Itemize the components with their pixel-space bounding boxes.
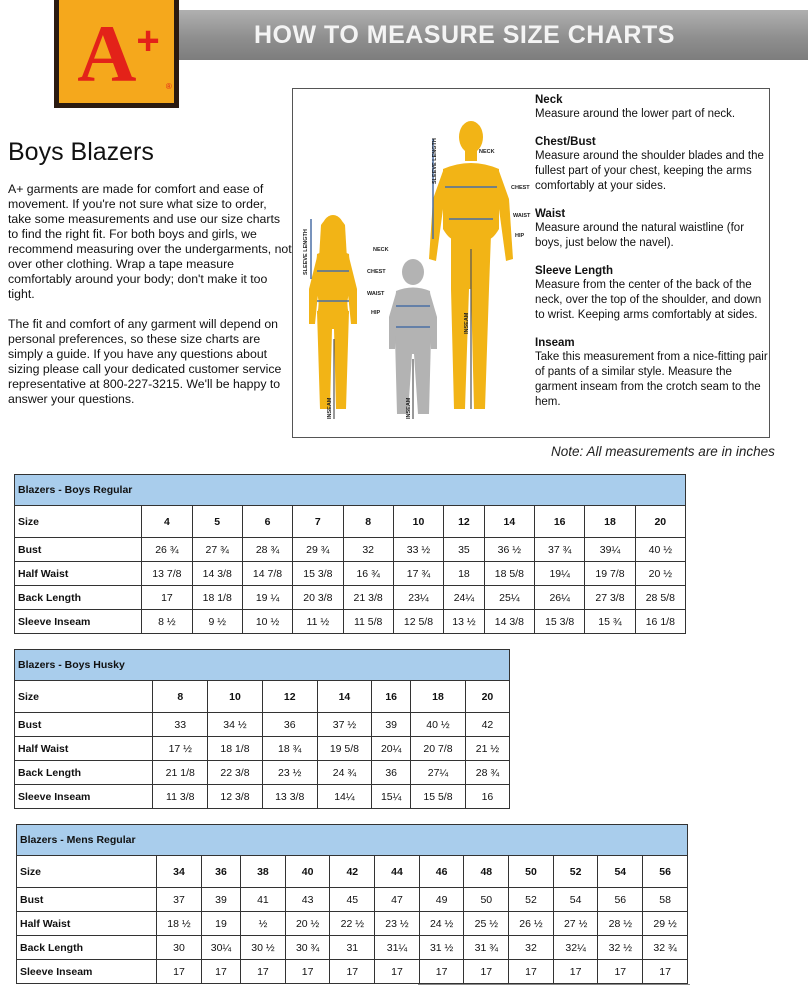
measure-desc: Measure around the lower part of neck. [535, 108, 736, 120]
table-cell: 17 [241, 960, 286, 984]
size-header-cell: 18 [411, 681, 466, 713]
measure-item-neck [535, 93, 771, 122]
size-header-cell: 12 [444, 506, 485, 538]
table-cell: 20 ½ [285, 912, 330, 936]
label-sleeve-man: SLEEVE LENGTH [432, 138, 438, 184]
label-hip-woman: HIP [371, 310, 381, 316]
table-cell: 17 [375, 960, 420, 984]
size-header-cell: 10 [393, 506, 443, 538]
table-cell: 16 1/8 [635, 610, 685, 634]
label-neck-man: NECK [479, 149, 495, 155]
table-cell: 13 3/8 [262, 785, 317, 809]
measure-item-inseam [535, 336, 771, 410]
size-header-cell: 50 [509, 856, 554, 888]
label-neck-woman: NECK [373, 247, 389, 253]
table-cell: 19 5/8 [317, 737, 372, 761]
table-cell: 40 ½ [411, 713, 466, 737]
table-cell: 19 7/8 [585, 562, 635, 586]
table-cell: 19 ¼ [242, 586, 292, 610]
table-row [15, 761, 510, 785]
table-cell: 40 ½ [635, 538, 685, 562]
table-row [15, 737, 510, 761]
table-cell: 11 5/8 [343, 610, 393, 634]
table-cell: 18 1/8 [192, 586, 242, 610]
table-cell: 12 5/8 [393, 610, 443, 634]
table-row [17, 888, 688, 912]
label-inseam-child: INSEAM [406, 397, 412, 419]
size-label: Size [15, 681, 153, 713]
row-label: Sleeve Inseam [15, 610, 142, 634]
table-cell: 37 [157, 888, 202, 912]
row-label: Bust [15, 538, 142, 562]
size-header-cell: 42 [330, 856, 375, 888]
size-header-cell: 40 [285, 856, 330, 888]
table-cell: 27 ½ [553, 912, 598, 936]
table-cell: 12 3/8 [208, 785, 263, 809]
table-cell: 17 [419, 960, 464, 984]
table-row [17, 936, 688, 960]
table-cell: 21 ½ [465, 737, 509, 761]
size-header-cell: 16 [372, 681, 411, 713]
table-row [15, 586, 686, 610]
page-banner [170, 10, 808, 60]
table-cell: 29 ¾ [293, 538, 343, 562]
label-hip-man: HIP [515, 233, 525, 239]
row-label: Half Waist [17, 912, 157, 936]
table-cell: 27 3/8 [585, 586, 635, 610]
table-cell: 25 ½ [464, 912, 509, 936]
table-cell: 21 3/8 [343, 586, 393, 610]
table-cell: 21 1/8 [153, 761, 208, 785]
size-header-cell: 20 [465, 681, 509, 713]
intro-paragraph: The fit and comfort of any garment will depend on personal preferences, so these size charts are simply a guide. If you have any questions about sizing please call your dedicated customer service representative at 800-227-3215. We'll be happy to answer your questions. [8, 317, 282, 406]
size-header-cell: 6 [242, 506, 292, 538]
size-header-cell: 14 [484, 506, 534, 538]
table-title-row [17, 825, 688, 856]
table-cell: 35 [444, 538, 485, 562]
table-row [15, 562, 686, 586]
measure-item-sleeve [535, 264, 771, 323]
measure-title: Inseam [535, 337, 575, 349]
units-note: Note: All measurements are in inches [551, 444, 775, 459]
table-cell: 19 [201, 912, 240, 936]
table-cell: 26 ¾ [142, 538, 192, 562]
table-cell: 36 [372, 761, 411, 785]
table-cell: 14¼ [317, 785, 372, 809]
table-cell: 49 [419, 888, 464, 912]
measure-title: Chest/Bust [535, 136, 596, 148]
table-cell: 18 1/8 [208, 737, 263, 761]
table-boys-husky [14, 649, 510, 809]
table-cell: 14 3/8 [484, 610, 534, 634]
table-cell: 17 [142, 586, 192, 610]
table-cell: 14 7/8 [242, 562, 292, 586]
measure-title: Sleeve Length [535, 265, 613, 277]
row-label: Back Length [15, 586, 142, 610]
table-cell: 52 [509, 888, 554, 912]
table-cell: 42 [465, 713, 509, 737]
table-title-row [15, 475, 686, 506]
size-header-cell: 46 [419, 856, 464, 888]
size-header-cell: 10 [208, 681, 263, 713]
table-cell: 17 [285, 960, 330, 984]
table-cell: 23¼ [393, 586, 443, 610]
table-cell: 18 ¾ [262, 737, 317, 761]
table-cell: 17 [157, 960, 202, 984]
table-title: Blazers - Boys Husky [15, 650, 510, 681]
table-cell: 9 ½ [192, 610, 242, 634]
body-figures-illustration [293, 89, 533, 439]
size-header-cell: 20 [635, 506, 685, 538]
table-cell: 10 ½ [242, 610, 292, 634]
table-cell: 33 ½ [393, 538, 443, 562]
table-cell: 28 5/8 [635, 586, 685, 610]
table-cell: 18 5/8 [484, 562, 534, 586]
table-cell: 17 [464, 960, 509, 984]
size-header-cell: 18 [585, 506, 635, 538]
table-cell: 8 ½ [142, 610, 192, 634]
table-cell: 31 ¾ [464, 936, 509, 960]
label-sleeve-woman: SLEEVE LENGTH [303, 229, 309, 275]
table-mens-regular [16, 824, 688, 984]
table-cell: 50 [464, 888, 509, 912]
measure-item-waist [535, 207, 771, 251]
row-label: Sleeve Inseam [15, 785, 153, 809]
table-cell: 23 ½ [262, 761, 317, 785]
table-cell: 39 [201, 888, 240, 912]
table-cell: 34 ½ [208, 713, 263, 737]
page-title: Boys Blazers [8, 138, 154, 166]
table-cell: 13 ½ [444, 610, 485, 634]
table-cell: 17 [201, 960, 240, 984]
table-row [17, 912, 688, 936]
table-cell: 17 [330, 960, 375, 984]
table-boys-regular [14, 474, 686, 634]
size-header-cell: 44 [375, 856, 420, 888]
table-cell: 30¼ [201, 936, 240, 960]
size-header-cell: 38 [241, 856, 286, 888]
table-row [15, 610, 686, 634]
table-row [15, 713, 510, 737]
table-row [15, 538, 686, 562]
table-cell: 32 [509, 936, 554, 960]
table-cell: 26¼ [535, 586, 585, 610]
table-cell: 56 [598, 888, 643, 912]
size-header-cell: 34 [157, 856, 202, 888]
logo-plus: + [136, 18, 160, 63]
size-header-cell: 54 [598, 856, 643, 888]
size-header-cell: 4 [142, 506, 192, 538]
table-title: Blazers - Mens Regular [17, 825, 688, 856]
table-cell: 28 ½ [598, 912, 643, 936]
row-label: Sleeve Inseam [17, 960, 157, 984]
banner-title: HOW TO MEASURE SIZE CHARTS [254, 20, 675, 49]
row-label: Back Length [15, 761, 153, 785]
intro-paragraph: A+ garments are made for comfort and ease of movement. If you're not sure what size to order, take some measurements and use our size charts to find the right fit. For both boys and girls, we recommend measuring over the undergarments, not over other clothing. Wrap a tape measure comfortably around your body; don't make it too tight. [8, 182, 292, 301]
table-cell: 28 ¾ [465, 761, 509, 785]
measure-desc: Take this measurement from a nice-fitting pair of pants of a similar style. Measure the garment inseam from the crotch seam to the hem. [535, 351, 768, 408]
table-cell: 17 [643, 960, 688, 984]
size-header-cell: 7 [293, 506, 343, 538]
table-row [15, 785, 510, 809]
table-cell: 36 [262, 713, 317, 737]
table-cell: 20 ½ [635, 562, 685, 586]
label-waist-woman: WAIST [367, 291, 385, 297]
row-label: Half Waist [15, 562, 142, 586]
table-cell: 24¼ [444, 586, 485, 610]
table-cell: 17 ¾ [393, 562, 443, 586]
table-cell: 13 7/8 [142, 562, 192, 586]
label-waist-man: WAIST [513, 213, 531, 219]
table-cell: 15 ¾ [585, 610, 635, 634]
table-header-row [15, 681, 510, 713]
table-cell: 45 [330, 888, 375, 912]
table-cell: 37 ¾ [535, 538, 585, 562]
table-row [17, 960, 688, 984]
table-cell: 15 3/8 [293, 562, 343, 586]
table-cell: 19¼ [535, 562, 585, 586]
measure-title: Waist [535, 208, 566, 220]
table-cell: 11 ½ [293, 610, 343, 634]
table-cell: 22 ½ [330, 912, 375, 936]
table-cell: 26 ½ [509, 912, 554, 936]
table-cell: 24 ¾ [317, 761, 372, 785]
size-label: Size [15, 506, 142, 538]
size-label: Size [17, 856, 157, 888]
table-cell: 16 ¾ [343, 562, 393, 586]
table-cell: 30 ½ [241, 936, 286, 960]
table-cell: 30 ¾ [285, 936, 330, 960]
table-cell: 39 [372, 713, 411, 737]
table-cell: 43 [285, 888, 330, 912]
table-cell: 18 [444, 562, 485, 586]
table-cell: 31 ½ [419, 936, 464, 960]
table-cell: 32 ¾ [643, 936, 688, 960]
intro-text [8, 182, 292, 422]
label-inseam-man: INSEAM [464, 312, 470, 334]
woman-figure [309, 215, 357, 409]
table-cell: 18 ½ [157, 912, 202, 936]
label-chest-man: CHEST [511, 185, 530, 191]
table-cell: 27¼ [411, 761, 466, 785]
table-cell: 20 3/8 [293, 586, 343, 610]
size-header-cell: 36 [201, 856, 240, 888]
table-cell: 15¼ [372, 785, 411, 809]
table-cell: 47 [375, 888, 420, 912]
size-header-cell: 8 [153, 681, 208, 713]
table-cell: 24 ½ [419, 912, 464, 936]
table-cell: 36 ½ [484, 538, 534, 562]
size-header-cell: 16 [535, 506, 585, 538]
logo-mark [77, 7, 172, 99]
table-cell: 17 ½ [153, 737, 208, 761]
table-cell: 31 [330, 936, 375, 960]
table-cell: 20 7/8 [411, 737, 466, 761]
table-cell: 39¼ [585, 538, 635, 562]
table-cell: 27 ¾ [192, 538, 242, 562]
table-cell: 58 [643, 888, 688, 912]
table-cell: 17 [509, 960, 554, 984]
size-header-cell: 8 [343, 506, 393, 538]
table-cell: 16 [465, 785, 509, 809]
label-inseam-woman: INSEAM [327, 397, 333, 419]
table-cell: 37 ½ [317, 713, 372, 737]
registered-mark: ® [165, 81, 172, 91]
size-header-cell: 48 [464, 856, 509, 888]
table-cell: 11 3/8 [153, 785, 208, 809]
row-label: Half Waist [15, 737, 153, 761]
size-header-cell: 52 [553, 856, 598, 888]
measure-desc: Measure around the natural waistline (for boys, just below the navel). [535, 222, 745, 249]
row-label: Bust [17, 888, 157, 912]
logo-letter: A [77, 7, 137, 99]
table-cell: 15 5/8 [411, 785, 466, 809]
table-cell: 20¼ [372, 737, 411, 761]
size-header-cell: 56 [643, 856, 688, 888]
table-cell: 17 [598, 960, 643, 984]
size-header-cell: 5 [192, 506, 242, 538]
measure-desc: Measure around the shoulder blades and the fullest part of your chest, keeping the arms comfortably at your sides. [535, 150, 764, 192]
label-chest-woman: CHEST [367, 269, 386, 275]
measure-title: Neck [535, 94, 563, 106]
measurement-guide [292, 88, 770, 438]
table-cell: ½ [241, 912, 286, 936]
divider [418, 984, 690, 985]
table-cell: 15 3/8 [535, 610, 585, 634]
table-cell: 30 [157, 936, 202, 960]
table-cell: 32 [343, 538, 393, 562]
table-cell: 14 3/8 [192, 562, 242, 586]
table-title-row [15, 650, 510, 681]
table-cell: 54 [553, 888, 598, 912]
brand-logo [54, 0, 179, 108]
measurement-instructions [535, 93, 771, 423]
table-header-row [17, 856, 688, 888]
table-title: Blazers - Boys Regular [15, 475, 686, 506]
table-header-row [15, 506, 686, 538]
table-cell: 31¼ [375, 936, 420, 960]
table-cell: 32 ½ [598, 936, 643, 960]
size-header-cell: 12 [262, 681, 317, 713]
table-cell: 32¼ [553, 936, 598, 960]
table-cell: 17 [553, 960, 598, 984]
measure-item-chest [535, 135, 771, 194]
row-label: Back Length [17, 936, 157, 960]
table-cell: 25¼ [484, 586, 534, 610]
table-cell: 28 ¾ [242, 538, 292, 562]
table-cell: 33 [153, 713, 208, 737]
table-cell: 41 [241, 888, 286, 912]
table-cell: 23 ½ [375, 912, 420, 936]
row-label: Bust [15, 713, 153, 737]
size-header-cell: 14 [317, 681, 372, 713]
measure-desc: Measure from the center of the back of the neck, over the top of the shoulder, and down to wrist. Keeping arms comfortably at sides. [535, 279, 762, 321]
table-cell: 22 3/8 [208, 761, 263, 785]
table-cell: 29 ½ [643, 912, 688, 936]
